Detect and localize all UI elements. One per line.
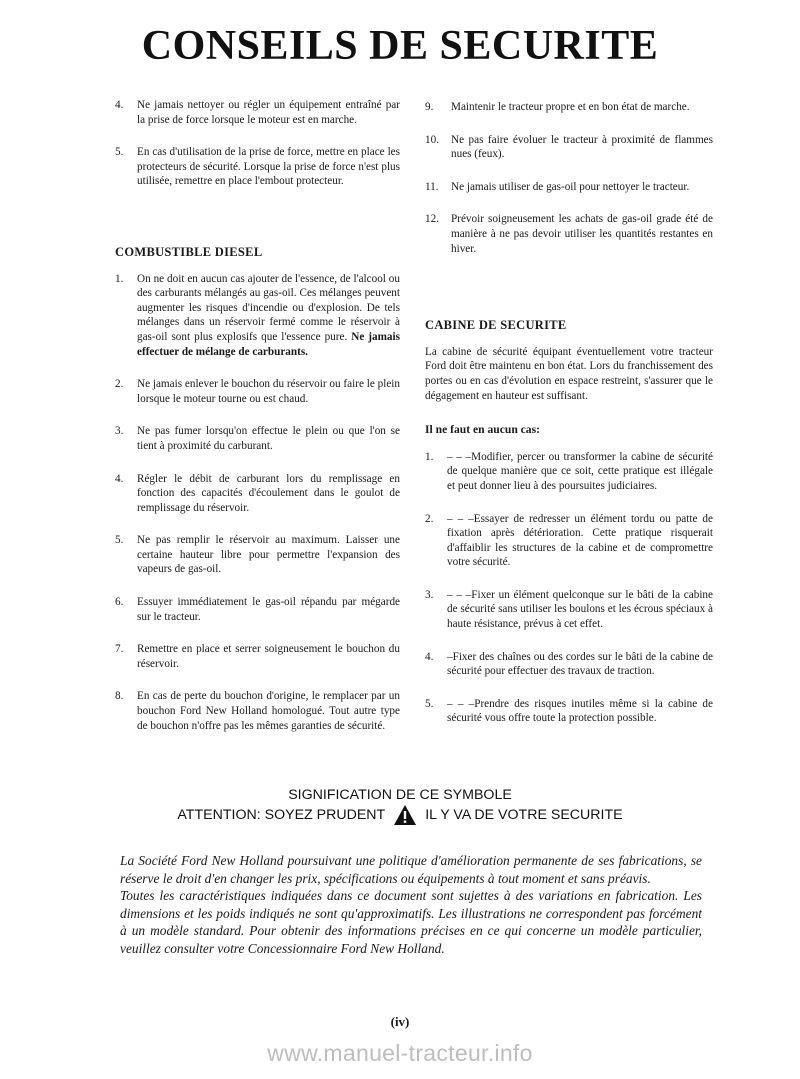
item-number: 12. [425,213,439,226]
list-item [425,212,713,256]
right-column [425,100,713,744]
item-number: 5. [115,534,124,547]
item-text: Prévoir soigneusement les achats de gas-oil grade été de manière à ne pas devoir utiliser les quantités restantes en hiver. [451,213,713,255]
item-text: – – –Modifier, percer ou transformer la cabine de sécurité de quelque manière que ce soit, cette pratique est illégale et peut donner lieu à des poursuites judiciaires. [447,450,713,492]
list-item [425,588,713,632]
item-number: 3. [425,588,434,601]
item-number: 5. [425,697,434,710]
item-number: 3. [115,425,124,438]
item-number: 7. [115,643,124,656]
item-text: Ne pas remplir le réservoir au maximum. Laisser une certaine hauteur libre pour permettre l'expansion des vapeurs de gas-oil. [137,534,400,576]
item-text-bold: Ne jamais effectuer de mélange de carburants. [137,330,400,358]
cab-paragraph: La cabine de sécurité équipant éventuellement votre tracteur Ford doit être maintenu en bon état. Lors du franchissement des portes ou en cas d'évolution en espace restreint, s'assurer que le dégagement en hauteur est suffisant. [425,345,713,402]
list-item [115,472,400,516]
watermark: www.manuel-tracteur.info [267,1040,533,1066]
list-item [115,145,400,189]
item-text: En cas d'utilisation de la prise de force, mettre en place les protecteurs de sécurité. Lorsque la prise de force n'est plus utilisée, remettre en place l'embout protecteur. [137,146,400,188]
item-text: –Fixer des chaînes ou des cordes sur le bâti de la cabine de sécurité pour effectuer des travaux de traction. [447,650,713,678]
item-text: Ne pas faire évoluer le tracteur à proximité de flammes nues (feux). [451,133,713,161]
item-text: Essuyer immédiatement le gas-oil répandu par mégarde sur le tracteur. [137,596,400,623]
item-number: 11. [425,180,439,193]
list-item [425,133,713,162]
item-text: – – –Prendre des risques inutiles même si la cabine de sécurité vous offre toute la protection possible. [447,697,713,725]
item-number: 9. [425,101,434,113]
item-text: Ne jamais enlever le bouchon du réservoir ou faire le plein lorsque le moteur tourne ou est chaud. [137,378,400,405]
item-number: 2. [115,378,124,391]
item-text: En cas de perte du bouchon d'origine, le remplacer par un bouchon Ford New Holland homologué. Tout autre type de bouchon n'offre pas les mêmes garanties de sécurité. [137,690,400,732]
symbol-safety-text: IL Y VA DE VOTRE SECURITE [425,806,623,823]
cab-subheading: Il ne faut en aucun cas: [425,423,540,437]
list-item [425,697,713,726]
item-text: Maintenir le tracteur propre et en bon état de marche. [451,101,690,113]
list-item [425,650,713,679]
item-text-body: On ne doit en aucun cas ajouter de l'essence, de l'alcool ou des carburants mélangés au gas-oil. Ces mélanges peuvent augmenter les risques d'incendie ou d'explosion. De tels mélanges dans un réservoir fermé comme le réservoir à gas-oil sont plus explosifs que l'essence pure. [137,272,400,343]
item-text: – – –Fixer un élément quelconque sur le bâti de la cabine de sécurité sans utiliser les boulons et les écrous spéciaux à haute résistance, prévus à cet effet. [447,588,713,631]
list-item [115,377,400,406]
list-item [425,180,713,195]
item-number: 4. [115,99,124,111]
item-text: Ne pas fumer lorsqu'on effectue le plein ou que l'on se tient à proximité du carburant. [137,425,400,452]
page-number: (iv) [390,1014,410,1029]
disclaimer-paragraph-2: Toutes les caractéristiques indiquées dans ce document sont sujettes à des variations en fabrication. Les dimensions et les poids indiqués ne sont qu'approximatifs. Les illustrations ne correspondent pas forcément à un modèle standard. Pour obtenir des informations précises en ce qui concerne un modèle particulier, veuillez consulter votre Concessionnaire Ford New Holland. [120,888,702,956]
left-column [115,98,400,751]
item-number: 6. [115,596,124,609]
page-title: CONSEILS DE SECURITE [141,23,659,69]
section-heading-cab: CABINE DE SECURITE [425,318,567,333]
item-number: 1. [115,272,124,285]
symbol-explanation [100,787,700,826]
list-item [115,689,400,733]
item-number: 10. [425,133,439,146]
disclaimer-paragraph-1: La Société Ford New Holland poursuivant une politique d'amélioration permanente de ses fabrications, se réserve le droit d'en changer les prix, spécifications ou équipements à tout moment et sans préavis. [120,853,702,886]
item-number: 8. [115,690,124,703]
item-text: Régler le débit de carburant lors du remplissage en fonction des capacités d'écoulement dans le goulot de remplissage du réservoir. [137,472,400,514]
item-number: 4. [115,472,124,485]
item-text: Remettre en place et serrer soigneusement le bouchon du réservoir. [137,643,400,670]
symbol-caution-text: ATTENTION: SOYEZ PRUDENT [177,806,386,823]
symbol-row [100,804,700,826]
list-item [115,272,400,360]
disclaimer [120,852,702,957]
item-text: Ne jamais utiliser de gas-oil pour nettoyer le tracteur. [451,180,690,193]
item-number: 1. [425,450,434,463]
list-item [425,450,713,494]
section-heading-diesel: COMBUSTIBLE DIESEL [115,244,263,259]
warning-triangle-icon [393,804,417,826]
list-item [425,512,713,570]
item-number: 2. [425,512,434,525]
item-number: 4. [425,650,434,663]
item-number: 5. [115,146,124,159]
item-text [137,272,400,360]
list-item [425,100,713,115]
item-text: – – –Essayer de redresser un élément tordu ou patte de fixation après détérioration. Cette pratique risquerait d'affaiblir les structures de la cabine et de compromettre votre sécurité. [447,512,713,569]
list-item [115,98,400,127]
item-text: Ne jamais nettoyer ou régler un équipement entraîné par la prise de force lorsque le moteur est en marche. [137,99,400,126]
list-item [115,595,400,624]
list-item [115,424,400,453]
list-item [115,533,400,577]
list-item [115,642,400,671]
symbol-heading: SIGNIFICATION DE CE SYMBOLE [288,787,512,803]
